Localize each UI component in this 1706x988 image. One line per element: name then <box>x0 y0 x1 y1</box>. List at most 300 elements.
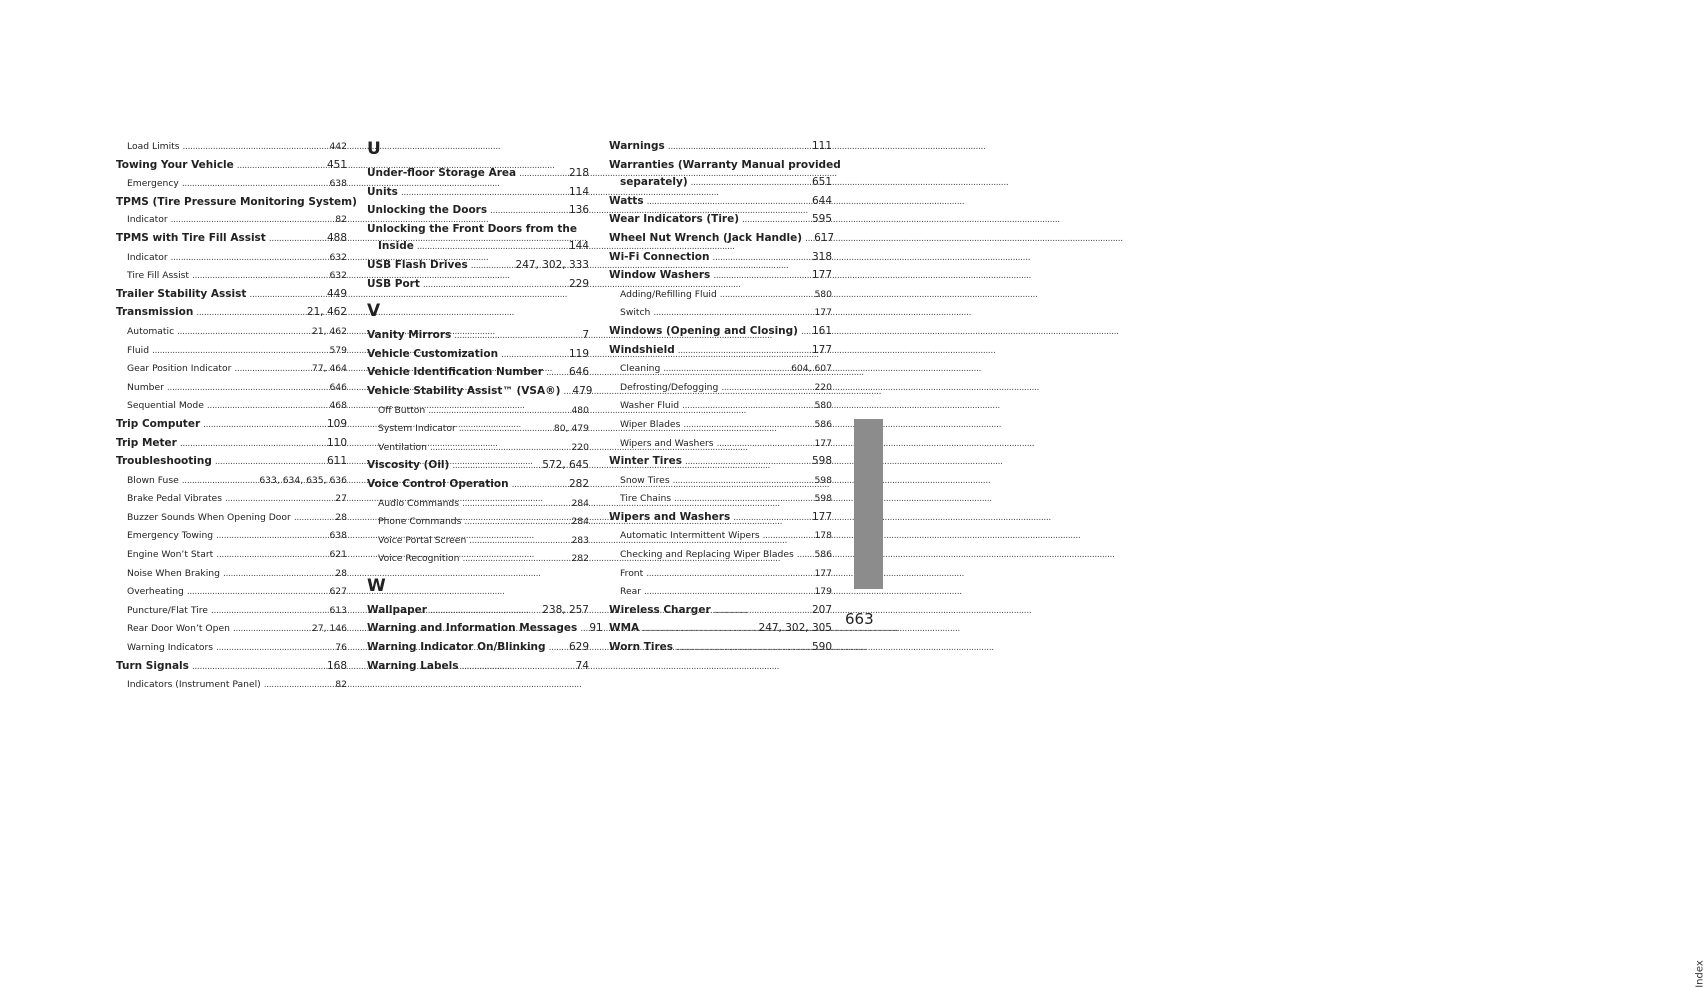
page-reference[interactable]: 590 <box>811 641 832 654</box>
page-reference[interactable]: 646 <box>568 366 589 379</box>
subentry-term: Phone Commands <box>378 516 462 528</box>
subentry-term: Audio Commands <box>378 497 460 509</box>
page-reference[interactable]: 161 <box>811 324 832 337</box>
page-reference[interactable]: 284 <box>571 516 589 528</box>
dot-leader <box>459 420 551 439</box>
dot-leader <box>237 157 324 176</box>
page-reference[interactable]: 580 <box>814 400 832 412</box>
index-entry-continuation[interactable] <box>609 174 832 193</box>
dot-leader <box>462 495 568 514</box>
page-reference[interactable]: 611 <box>326 455 347 468</box>
index-entry[interactable] <box>609 639 832 658</box>
subentry-term: Washer Fluid <box>620 400 680 412</box>
page-reference[interactable]: 595 <box>811 213 832 226</box>
index-subentry[interactable] <box>116 509 347 528</box>
dot-leader <box>234 360 309 379</box>
dot-leader <box>423 276 566 295</box>
dot-leader <box>469 532 568 551</box>
page-reference[interactable]: 229 <box>568 277 589 290</box>
dot-leader <box>454 327 579 346</box>
section-letter-heading: W <box>367 575 386 596</box>
index-entry[interactable] <box>609 267 832 286</box>
index-subentry[interactable] <box>609 286 832 305</box>
index-entry[interactable] <box>367 276 589 295</box>
page-reference[interactable]: 177 <box>814 567 832 579</box>
page-reference[interactable]: 82 <box>335 214 347 226</box>
entry-term: Wallpaper <box>367 603 427 616</box>
page-reference[interactable]: 651 <box>811 176 832 189</box>
index-entry[interactable] <box>367 202 589 221</box>
index-entry[interactable] <box>367 346 589 365</box>
page-reference[interactable]: 178 <box>814 530 832 542</box>
dot-leader <box>519 165 566 184</box>
dot-leader <box>452 457 539 476</box>
dot-leader <box>182 472 257 491</box>
entry-term: Unlocking the Front Doors from the <box>367 222 577 235</box>
dot-leader <box>682 397 811 416</box>
dot-leader <box>733 509 809 528</box>
subentry-term: Indicators (Instrument Panel) <box>127 679 261 691</box>
subentry-term: Cleaning <box>620 363 661 375</box>
subentry-term: Emergency <box>127 178 179 190</box>
index-entry[interactable] <box>116 194 357 212</box>
dot-leader <box>674 490 811 509</box>
index-subentry[interactable] <box>116 490 347 509</box>
page-reference[interactable]: 638 <box>329 530 347 542</box>
index-entry[interactable] <box>609 193 832 212</box>
entry-term: Window Washers <box>609 269 711 282</box>
index-subentry[interactable] <box>116 639 347 658</box>
index-entry[interactable] <box>367 165 589 184</box>
page-reference[interactable]: 109 <box>326 417 347 430</box>
dot-leader <box>691 174 809 193</box>
page-reference[interactable]: 604, 607 <box>791 363 832 375</box>
entry-term: Unlocking the Doors <box>367 204 488 217</box>
section-letter-heading: U <box>367 139 381 159</box>
dot-leader <box>501 346 566 365</box>
subentry-term: Front <box>620 567 644 579</box>
page-reference[interactable]: 638 <box>329 178 347 190</box>
index-subentry[interactable] <box>609 379 832 398</box>
entry-term: Windows (Opening and Closing) <box>609 324 798 337</box>
page-reference[interactable]: 284 <box>571 497 589 509</box>
dot-leader <box>211 602 327 621</box>
index-entry[interactable] <box>116 230 347 249</box>
index-entry[interactable] <box>367 327 589 346</box>
dot-leader <box>797 546 812 565</box>
page-reference[interactable]: 613 <box>329 604 347 616</box>
page-reference[interactable]: 598 <box>811 455 832 468</box>
entry-term: Viscosity (Oil) <box>367 459 450 472</box>
entry-term: WMA <box>609 622 640 635</box>
entry-term: Watts <box>609 194 644 207</box>
page-reference[interactable]: 480 <box>571 404 589 416</box>
dot-leader <box>678 342 809 361</box>
index-subentry[interactable] <box>609 472 832 491</box>
dot-leader <box>512 476 566 495</box>
entry-term: Towing Your Vehicle <box>116 158 234 171</box>
page-reference[interactable]: 318 <box>811 250 832 263</box>
page-reference[interactable]: 282 <box>568 477 589 490</box>
dot-leader <box>182 175 327 194</box>
page-reference[interactable]: 76 <box>335 642 347 654</box>
entry-term: Wireless Charger <box>609 603 711 616</box>
page-reference[interactable]: 74 <box>575 659 589 672</box>
index-subentry[interactable] <box>116 620 347 639</box>
index-subentry[interactable] <box>116 323 347 342</box>
subentry-term: Tire Chains <box>620 493 672 505</box>
index-entry-continuation[interactable] <box>367 238 589 257</box>
index-subentry[interactable] <box>609 565 832 584</box>
page-reference[interactable]: 21, 462 <box>306 306 347 319</box>
index-subentry[interactable] <box>116 138 347 157</box>
index-entry[interactable] <box>609 342 832 361</box>
subentry-term: Tire Fill Assist <box>127 270 190 282</box>
dot-leader <box>461 658 572 677</box>
index-entry[interactable] <box>367 184 589 203</box>
page-reference[interactable]: 91 <box>589 622 603 635</box>
entry-term: Units <box>367 185 398 198</box>
dot-leader <box>464 513 568 532</box>
dot-leader <box>171 211 333 230</box>
entry-term: Warning Indicator On/Blinking <box>367 641 546 654</box>
subentry-term: Puncture/Flat Tire <box>127 604 208 616</box>
page-reference[interactable]: 21, 462 <box>311 325 347 337</box>
entry-term: TPMS (Tire Pressure Monitoring System) <box>116 195 357 208</box>
entry-term: Vehicle Customization <box>367 347 499 360</box>
page-reference[interactable]: 7 <box>582 329 589 342</box>
index-subentry[interactable] <box>116 546 347 565</box>
dot-leader <box>216 546 326 565</box>
dot-leader <box>233 620 309 639</box>
page-reference[interactable]: 28 <box>335 567 347 579</box>
page-reference[interactable]: 646 <box>329 381 347 393</box>
index-subentry[interactable] <box>116 472 347 491</box>
index-entry[interactable] <box>367 457 589 476</box>
index-subentry[interactable] <box>367 420 589 439</box>
page-reference[interactable]: 632 <box>329 251 347 263</box>
dot-leader <box>763 527 812 546</box>
dot-leader <box>167 379 327 398</box>
subentry-term: Number <box>127 381 164 393</box>
index-subentry[interactable] <box>116 175 347 194</box>
dot-leader <box>192 658 324 677</box>
subentry-term: Overheating <box>127 586 184 598</box>
subentry-term: Noise When Braking <box>127 567 220 579</box>
index-entry[interactable] <box>367 221 589 239</box>
entry-term: Wipers and Washers <box>609 510 731 523</box>
subentry-term: Buzzer Sounds When Opening Door <box>127 511 291 523</box>
index-subentry[interactable] <box>609 435 832 454</box>
index-entry[interactable] <box>609 602 832 621</box>
page-reference[interactable]: 451 <box>326 158 347 171</box>
entry-term: Troubleshooting <box>116 455 212 468</box>
index-entry[interactable] <box>367 476 589 495</box>
index-entry[interactable] <box>116 286 347 305</box>
subentry-term: Voice Recognition <box>378 553 460 565</box>
index-subentry[interactable] <box>609 397 832 416</box>
dot-leader <box>152 342 326 361</box>
index-subentry[interactable] <box>367 495 589 514</box>
dot-leader <box>192 267 326 286</box>
subentry-term: Warning Indicators <box>127 642 214 654</box>
page-reference[interactable]: 220 <box>814 381 832 393</box>
index-subentry[interactable] <box>367 439 589 458</box>
page-reference[interactable]: 586 <box>814 418 832 430</box>
dot-leader <box>801 323 809 342</box>
subentry-term: Checking and Replacing Wiper Blades <box>620 549 794 561</box>
page-reference[interactable]: 82 <box>335 679 347 691</box>
index-subentry[interactable] <box>116 676 347 695</box>
subentry-term: Brake Pedal Vibrates <box>127 493 222 505</box>
dot-leader <box>196 304 304 323</box>
page-reference[interactable]: 644 <box>811 194 832 207</box>
index-tab[interactable] <box>854 419 883 589</box>
page-reference[interactable]: 136 <box>568 204 589 217</box>
entry-term-continuation: Inside <box>378 240 414 253</box>
entry-term: Warnings <box>609 140 665 152</box>
dot-leader <box>683 416 811 435</box>
page-reference[interactable]: 220 <box>571 441 589 453</box>
page-reference[interactable]: 632 <box>329 270 347 282</box>
subentry-term: Indicator <box>127 214 168 226</box>
page-reference[interactable]: 586 <box>814 549 832 561</box>
page-reference[interactable]: 114 <box>568 185 589 198</box>
index-entry[interactable] <box>367 383 593 402</box>
dot-leader <box>428 402 568 421</box>
dot-leader <box>430 439 568 458</box>
page-reference[interactable]: 177 <box>814 307 832 319</box>
page-reference[interactable]: 177 <box>811 343 832 356</box>
dot-leader <box>647 193 809 212</box>
entry-term: Transmission <box>116 306 194 319</box>
entry-term-continuation: separately) <box>620 176 688 189</box>
index-subentry[interactable] <box>116 565 347 584</box>
index-column-2 <box>367 138 603 676</box>
index-subentry[interactable] <box>609 304 832 323</box>
dot-leader <box>223 565 332 584</box>
index-subentry[interactable] <box>116 211 347 230</box>
dot-leader <box>490 202 566 221</box>
index-entry[interactable] <box>609 620 832 639</box>
page-reference[interactable]: 488 <box>326 231 347 244</box>
dot-leader <box>216 527 326 546</box>
dot-leader <box>249 286 324 305</box>
page-reference[interactable]: 77, 464 <box>311 363 347 375</box>
index-subentry[interactable] <box>609 360 832 379</box>
index-subentry[interactable] <box>367 513 589 532</box>
page-reference[interactable]: 207 <box>811 603 832 616</box>
subentry-term: Snow Tires <box>620 474 670 486</box>
index-subentry[interactable] <box>116 583 347 602</box>
page-reference[interactable]: 119 <box>568 347 589 360</box>
page-reference[interactable]: 598 <box>814 493 832 505</box>
index-subentry[interactable] <box>116 379 347 398</box>
index-entry[interactable] <box>609 230 835 249</box>
index-entry[interactable] <box>367 639 589 658</box>
subentry-term: Off Button <box>378 404 426 416</box>
entry-term: TPMS with Tire Fill Assist <box>116 231 266 244</box>
dot-leader <box>549 639 566 658</box>
page-reference[interactable]: 580 <box>814 288 832 300</box>
subentry-term: Adding/Refilling Fluid <box>620 288 717 300</box>
entry-term: Vehicle Stability Assist™ (VSA®) <box>367 384 561 397</box>
index-subentry[interactable] <box>609 546 832 565</box>
page-reference[interactable]: 177 <box>811 269 832 282</box>
entry-term: Worn Tires <box>609 641 674 654</box>
index-column-1 <box>116 138 357 695</box>
page-reference[interactable]: 168 <box>326 659 347 672</box>
index-subentry[interactable] <box>116 602 347 621</box>
dot-leader <box>721 379 811 398</box>
dot-leader <box>294 509 332 528</box>
dot-leader <box>216 639 332 658</box>
entry-term: Voice Control Operation <box>367 477 509 490</box>
index-subentry[interactable] <box>367 532 589 551</box>
dot-leader <box>180 435 324 454</box>
dot-leader <box>225 490 332 509</box>
index-subentry[interactable] <box>116 249 347 268</box>
page-reference[interactable]: 282 <box>571 553 589 565</box>
index-entry[interactable] <box>367 257 589 276</box>
page-reference[interactable]: 579 <box>329 344 347 356</box>
index-subentry[interactable] <box>609 527 832 546</box>
dot-leader <box>269 230 324 249</box>
entry-term: Trailer Stability Assist <box>116 287 247 300</box>
page-reference[interactable]: 179 <box>814 586 832 598</box>
entry-term: Warning Labels <box>367 659 459 672</box>
dot-leader <box>207 397 327 416</box>
page-reference[interactable]: 27 <box>335 493 347 505</box>
dot-leader <box>644 583 811 602</box>
index-entry[interactable] <box>609 509 832 528</box>
page-reference[interactable]: 28 <box>335 511 347 523</box>
page-reference[interactable]: 629 <box>568 641 589 654</box>
page-reference[interactable]: 598 <box>814 474 832 486</box>
page-reference[interactable]: 110 <box>326 436 347 449</box>
dot-leader <box>417 238 566 257</box>
entry-term: Warning and Information Messages <box>367 622 578 635</box>
index-subentry[interactable] <box>609 490 832 509</box>
index-subentry[interactable] <box>609 416 832 435</box>
dot-leader <box>171 249 327 268</box>
dot-leader <box>642 620 755 639</box>
dot-leader <box>187 583 327 602</box>
page-reference[interactable]: 617 <box>814 231 835 244</box>
page-reference[interactable]: 449 <box>326 287 347 300</box>
index-entry[interactable] <box>609 138 832 157</box>
index-subentry[interactable] <box>367 402 589 421</box>
index-entry[interactable] <box>116 453 347 472</box>
subentry-term: Gear Position Indicator <box>127 363 232 375</box>
entry-term: Turn Signals <box>116 659 189 672</box>
dot-leader <box>430 602 539 621</box>
page-reference[interactable]: 177 <box>811 510 832 523</box>
index-entry[interactable] <box>609 249 832 268</box>
index-entry[interactable] <box>116 304 347 323</box>
index-entry[interactable] <box>116 658 347 677</box>
index-column-3 <box>609 138 841 658</box>
page-reference[interactable]: 572, 645 <box>542 459 589 472</box>
index-subentry[interactable] <box>116 342 347 361</box>
dot-leader <box>717 435 812 454</box>
index-subentry[interactable] <box>609 583 832 602</box>
dot-leader <box>663 360 788 379</box>
index-entry[interactable] <box>116 157 347 176</box>
index-subentry[interactable] <box>367 550 589 569</box>
dot-leader <box>462 550 568 569</box>
index-entry[interactable] <box>367 658 589 677</box>
dot-leader <box>673 472 812 491</box>
dot-leader <box>653 304 811 323</box>
entry-term: Trip Computer <box>116 417 201 430</box>
index-entry[interactable] <box>609 453 832 472</box>
subentry-term: Indicator <box>127 251 168 263</box>
index-entry[interactable] <box>367 620 603 639</box>
page-reference[interactable]: 238, 257 <box>542 603 589 616</box>
dot-leader <box>203 416 324 435</box>
subentry-term: Load Limits <box>127 141 180 152</box>
index-entry[interactable] <box>367 364 589 383</box>
page-reference[interactable]: 218 <box>568 167 589 179</box>
page-reference[interactable]: 468 <box>329 400 347 412</box>
page-reference[interactable]: 283 <box>571 534 589 546</box>
page-reference[interactable]: 247, 302, 305 <box>758 622 832 635</box>
subentry-term: Ventilation <box>378 441 427 453</box>
entry-term: Under-floor Storage Area <box>367 167 517 179</box>
page-reference[interactable]: 621 <box>329 549 347 561</box>
entry-term: USB Flash Drives <box>367 258 468 271</box>
index-entry[interactable] <box>367 602 589 621</box>
page-reference[interactable]: 27, 146 <box>311 623 347 635</box>
index-entry[interactable] <box>116 435 347 454</box>
subentry-term: Automatic Intermittent Wipers <box>620 530 760 542</box>
subentry-term: Rear <box>620 586 642 598</box>
page-reference[interactable]: 479 <box>572 384 593 397</box>
page-reference[interactable]: 247, 302, 333 <box>515 258 589 271</box>
index-subentry[interactable] <box>116 527 347 546</box>
dot-leader <box>713 249 809 268</box>
page-reference[interactable]: 633, 634, 635, 636 <box>259 474 347 486</box>
page-reference[interactable]: 80, 479 <box>553 423 589 435</box>
entry-term: Warranties (Warranty Manual provided <box>609 158 841 171</box>
entry-term: Vehicle Identification Number <box>367 366 544 379</box>
page-reference[interactable]: 111 <box>811 140 832 152</box>
page-reference[interactable]: 627 <box>329 586 347 598</box>
dot-leader <box>563 383 569 402</box>
index-entry[interactable] <box>116 416 347 435</box>
index-entry[interactable] <box>609 211 832 230</box>
entry-term: Vanity Mirrors <box>367 329 452 342</box>
page-reference[interactable]: 442 <box>329 141 347 152</box>
page-reference[interactable]: 144 <box>568 240 589 253</box>
page-number: 663 <box>845 610 874 628</box>
entry-term: Winter Tires <box>609 455 682 468</box>
dot-leader <box>264 676 333 695</box>
subentry-term: Blown Fuse <box>127 474 179 486</box>
entry-term: Windshield <box>609 343 675 356</box>
index-entry[interactable] <box>609 157 841 175</box>
page-reference[interactable]: 177 <box>814 437 832 449</box>
index-entry[interactable] <box>609 323 832 342</box>
subentry-term: Switch <box>620 307 651 319</box>
dot-leader <box>714 602 809 621</box>
index-subentry[interactable] <box>116 397 347 416</box>
dot-leader <box>177 323 309 342</box>
index-subentry[interactable] <box>116 267 347 286</box>
index-subentry[interactable] <box>116 360 347 379</box>
entry-term: Trip Meter <box>116 436 177 449</box>
